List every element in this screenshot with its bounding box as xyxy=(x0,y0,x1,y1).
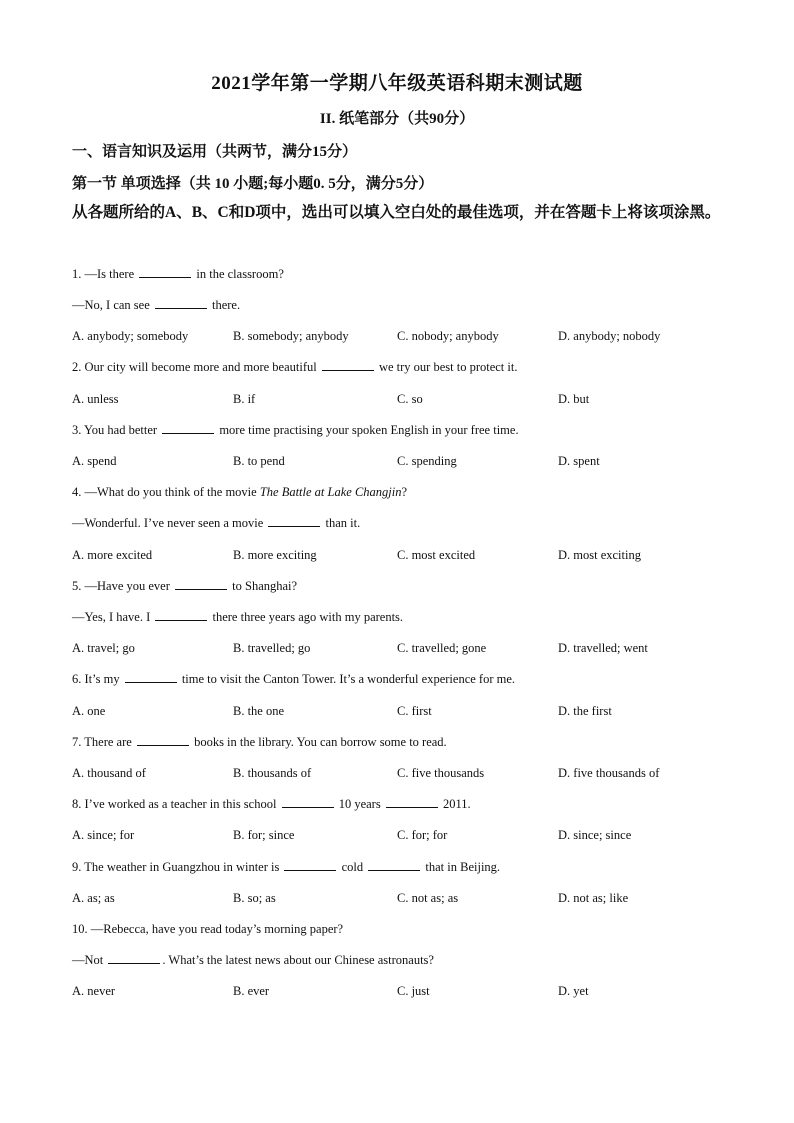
option-d: D. yet xyxy=(558,984,589,998)
option-b: B. thousands of xyxy=(233,766,312,780)
option-b: B. ever xyxy=(233,984,270,998)
option-c: C. first xyxy=(397,704,432,718)
question-3: 3. You had better more time practising your spoken English in your free time. xyxy=(72,423,519,437)
option-d: D. travelled; went xyxy=(558,641,648,655)
option-c: C. spending xyxy=(397,454,457,468)
option-a: A. unless xyxy=(72,392,119,406)
answer-blank xyxy=(282,797,334,808)
option-d: D. spent xyxy=(558,454,600,468)
answer-blank xyxy=(386,797,438,808)
option-b: B. to pend xyxy=(233,454,285,468)
option-b: B. if xyxy=(233,392,256,406)
option-a: A. spend xyxy=(72,454,117,468)
answer-blank xyxy=(125,672,177,683)
question-7: 7. There are books in the library. You can borrow some to read. xyxy=(72,735,447,749)
section-heading: 一、语言知识及运用（共两节，满分15分） xyxy=(72,144,358,160)
question-10-response: —Not . What’s the latest news about our Chinese astronauts? xyxy=(72,953,434,967)
option-d: D. the first xyxy=(558,704,612,718)
answer-blank xyxy=(268,516,320,527)
part-heading: 第一节 单项选择（共 10 小题;每小题0. 5分，满分5分） xyxy=(72,176,434,192)
question-4: 4. —What do you think of the movie The Battle at Lake Changjin? xyxy=(72,485,408,499)
question-2: 2. Our city will become more and more beautiful we try our best to protect it. xyxy=(72,360,518,374)
option-a: A. one xyxy=(72,704,106,718)
instruction-text: 从各题所给的A、B、C和D项中，选出可以填入空白处的最佳选项，并在答题卡上将该项涂黑。 xyxy=(72,204,721,221)
option-d: D. since; since xyxy=(558,828,632,842)
option-a: A. since; for xyxy=(72,828,135,842)
question-5-response: —Yes, I have. I there three years ago with my parents. xyxy=(72,610,404,624)
option-a: A. anybody; somebody xyxy=(72,329,189,343)
question-9: 9. The weather in Guangzhou in winter is cold that in Beijing. xyxy=(72,860,501,874)
option-b: B. the one xyxy=(233,704,285,718)
question-6: 6. It’s my time to visit the Canton Tower. It’s a wonderful experience for me. xyxy=(72,672,516,686)
answer-blank xyxy=(175,579,227,590)
option-b: B. so; as xyxy=(233,891,276,905)
option-c: C. for; for xyxy=(397,828,448,842)
option-d: D. anybody; nobody xyxy=(558,329,661,343)
option-c: C. so xyxy=(397,392,423,406)
option-b: B. travelled; go xyxy=(233,641,311,655)
answer-blank xyxy=(155,610,207,621)
option-b: B. somebody; anybody xyxy=(233,329,349,343)
question-4-response: —Wonderful. I’ve never seen a movie than it. xyxy=(72,516,361,530)
answer-blank xyxy=(108,953,160,964)
option-b: B. for; since xyxy=(233,828,295,842)
option-a: A. never xyxy=(72,984,116,998)
answer-blank xyxy=(139,267,191,278)
answer-blank xyxy=(155,298,207,309)
option-d: D. not as; like xyxy=(558,891,629,905)
option-d: D. five thousands of xyxy=(558,766,660,780)
answer-blank xyxy=(368,860,420,871)
question-8: 8. I’ve worked as a teacher in this school 10 years 2011. xyxy=(72,797,471,811)
option-b: B. more exciting xyxy=(233,548,317,562)
question-10: 10. —Rebecca, have you read today’s morning paper? xyxy=(72,922,344,936)
option-d: D. but xyxy=(558,392,590,406)
option-d: D. most exciting xyxy=(558,548,641,562)
page-subtitle: II. 纸笔部分（共90分） xyxy=(319,111,475,127)
question-1-response: —No, I can see there. xyxy=(72,298,241,312)
option-a: A. travel; go xyxy=(72,641,135,655)
option-a: A. as; as xyxy=(72,891,115,905)
option-c: C. five thousands xyxy=(397,766,485,780)
option-a: A. thousand of xyxy=(72,766,146,780)
option-c: C. not as; as xyxy=(397,891,459,905)
answer-blank xyxy=(284,860,336,871)
movie-title: The Battle at Lake Changjin xyxy=(259,485,402,499)
answer-blank xyxy=(137,735,189,746)
question-1: 1. —Is there in the classroom? xyxy=(72,267,284,281)
option-c: C. most excited xyxy=(397,548,476,562)
answer-blank xyxy=(322,360,374,371)
option-a: A. more excited xyxy=(72,548,153,562)
question-5: 5. —Have you ever to Shanghai? xyxy=(72,579,298,593)
page-title: 2021学年第一学期八年级英语科期末测试题 xyxy=(211,73,583,94)
option-c: C. travelled; gone xyxy=(397,641,487,655)
option-c: C. nobody; anybody xyxy=(397,329,499,343)
option-c: C. just xyxy=(397,984,430,998)
answer-blank xyxy=(162,423,214,434)
